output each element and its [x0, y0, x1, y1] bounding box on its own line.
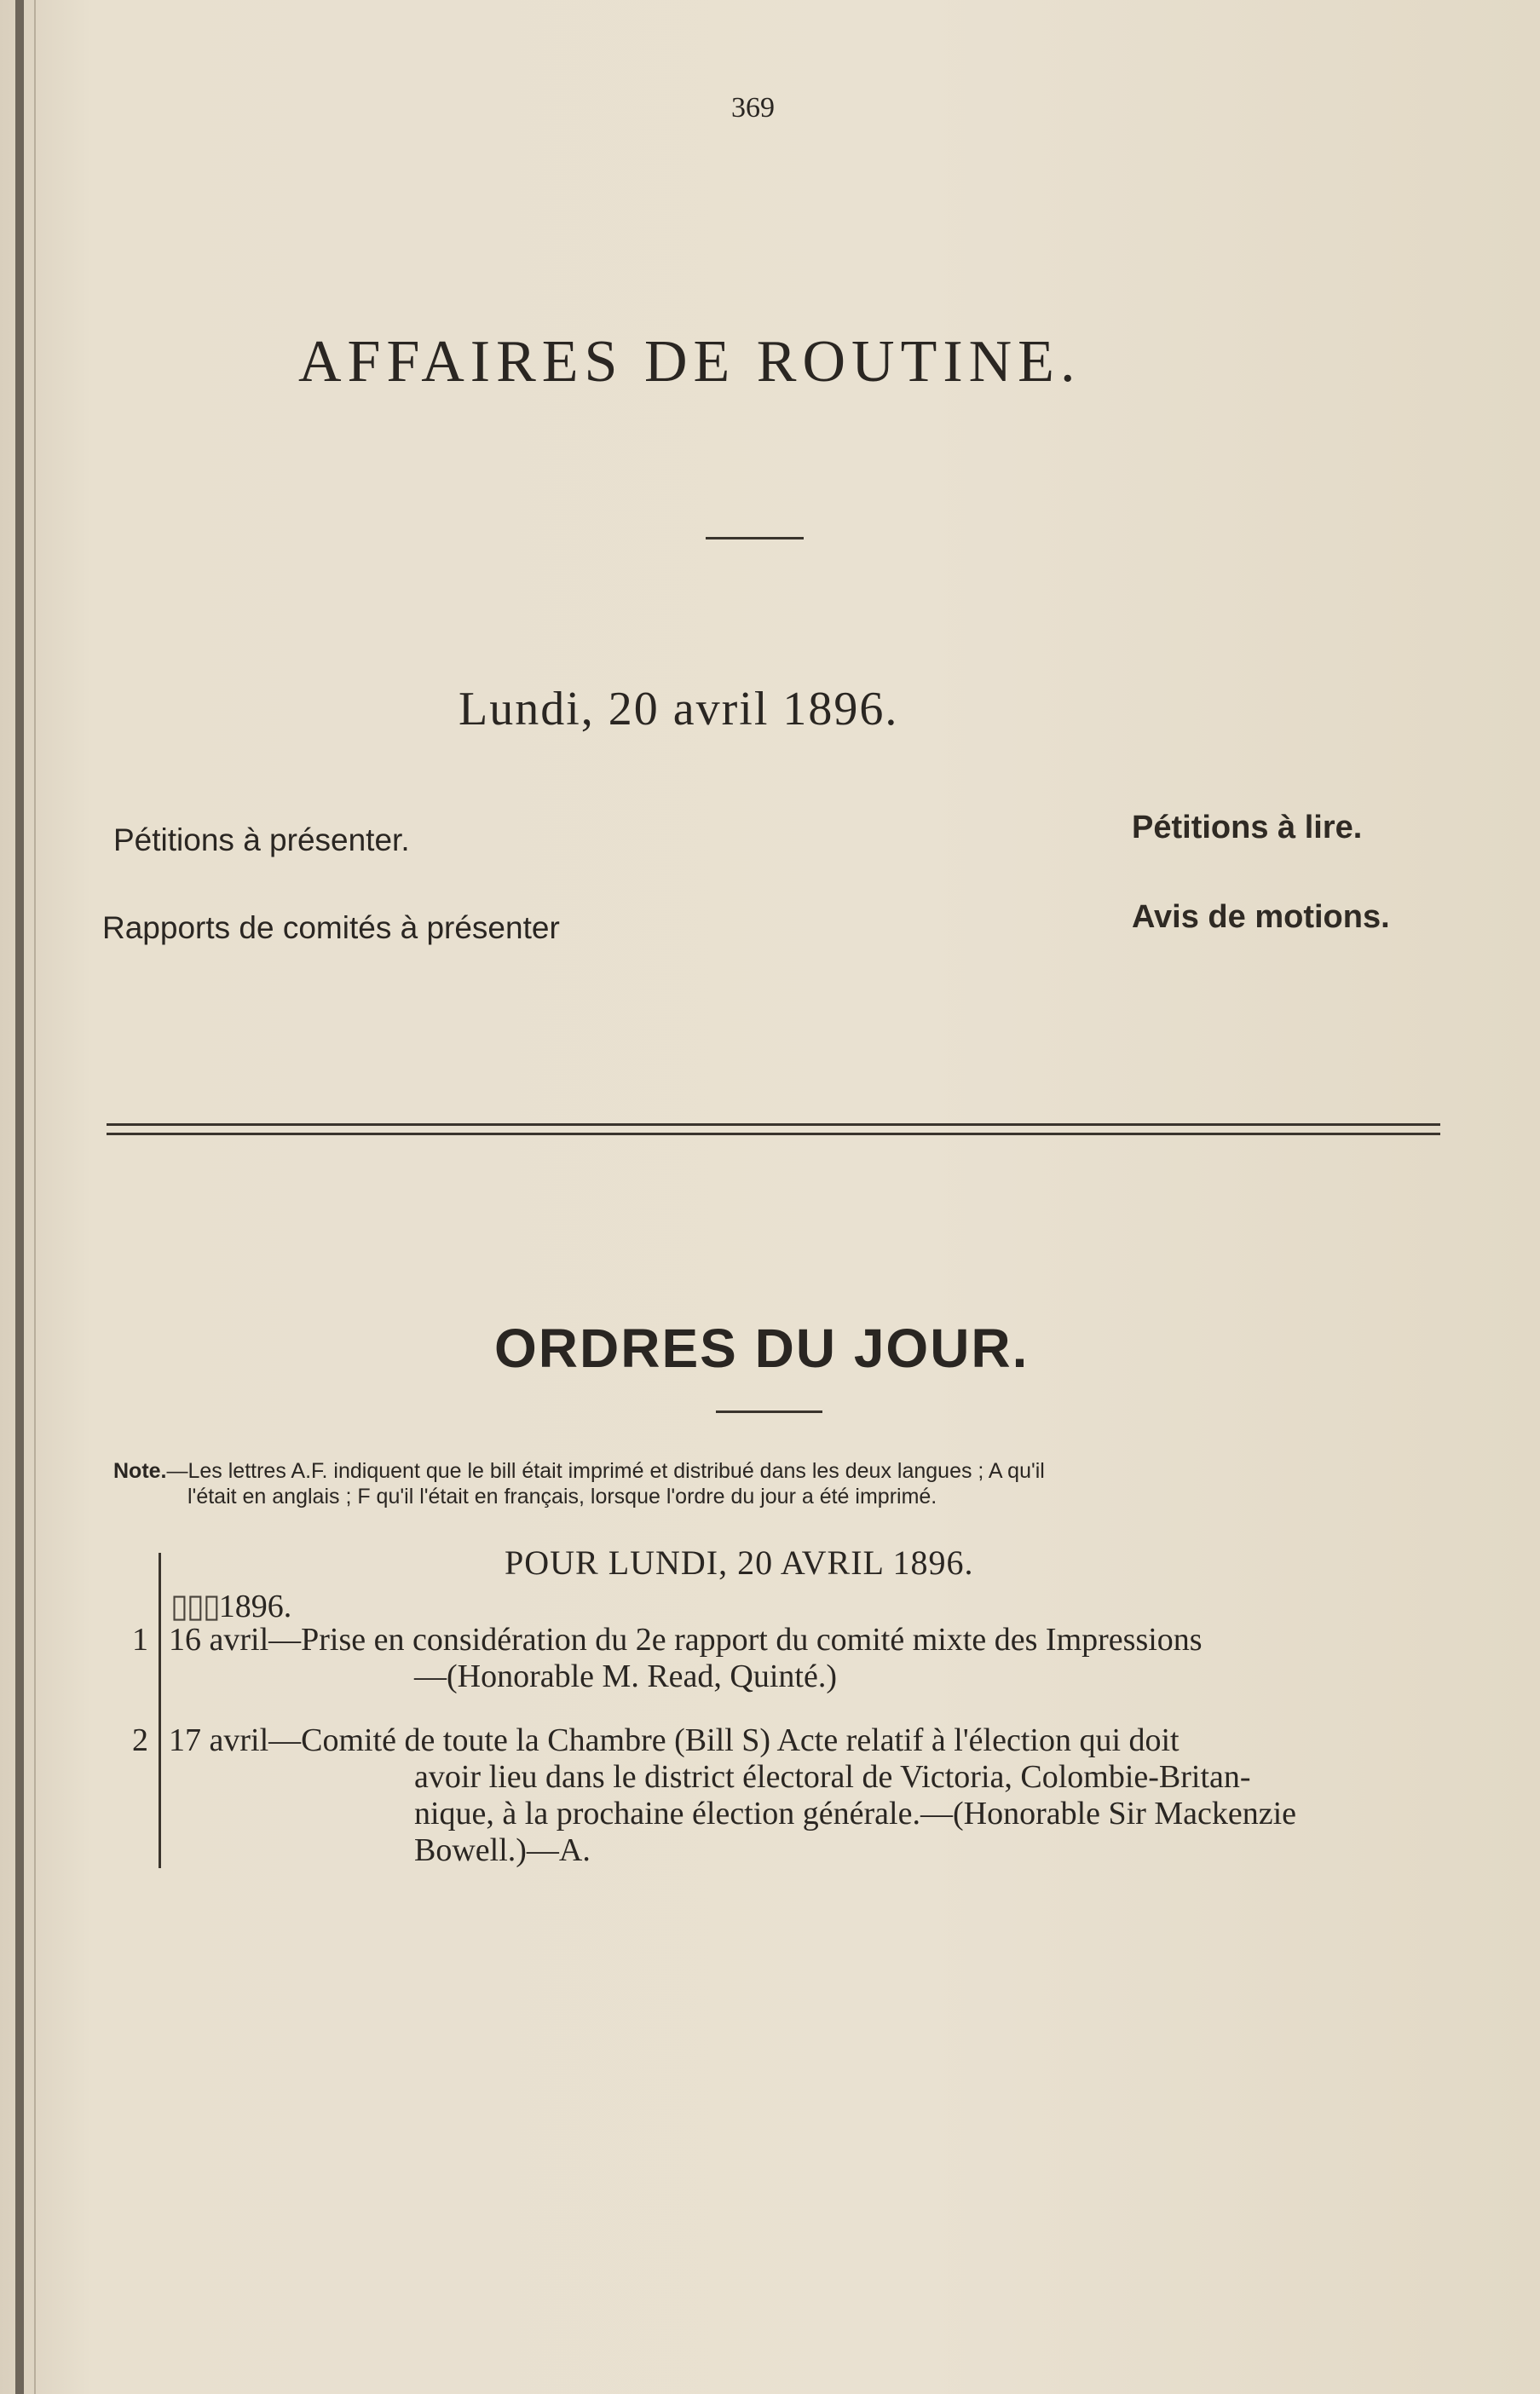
reports-present-item: Rapports de comités à présenter	[102, 910, 560, 945]
item-2-text-1: —Comité de toute la Chambre (Bill S) Acte relatif à l'élection qui doit	[268, 1722, 1180, 1758]
orders-title-rule	[716, 1410, 822, 1413]
orders-title: ORDRES DU JOUR.	[494, 1318, 1030, 1379]
note-label: Note.	[113, 1459, 167, 1483]
item-2-line-3: nique, à la prochaine élection générale.—(Honorable Sir Mackenzie	[414, 1796, 1297, 1832]
section-divider	[107, 1123, 1440, 1135]
page-gutter-line	[34, 0, 36, 2394]
item-2-line-4: Bowell.)—A.	[414, 1832, 591, 1868]
year-label: ▯▯▯1896.	[170, 1589, 292, 1624]
section-heading: POUR LUNDI, 20 AVRIL 1896.	[505, 1543, 974, 1582]
item-1-date: 16 avril	[169, 1622, 269, 1658]
item-1-number: 1	[132, 1622, 148, 1658]
page-number: 369	[731, 92, 775, 124]
item-1-line-2: —(Honorable M. Read, Quinté.)	[414, 1658, 837, 1694]
item-margin-rule	[159, 1553, 161, 1868]
routine-title: AFFAIRES DE ROUTINE.	[298, 329, 1081, 395]
item-2-line-1	[169, 1722, 1180, 1759]
notices-motion-item: Avis de motions.	[1132, 899, 1390, 935]
note-text-1: —Les lettres A.F. indiquent que le bill était imprimé et distribué dans les deux langues ; A qu'il	[166, 1459, 1045, 1483]
item-2-number: 2	[132, 1722, 148, 1758]
petitions-present-item: Pétitions à présenter.	[113, 822, 410, 857]
book-spine-edge	[15, 0, 24, 2394]
note-line-2: l'était en anglais ; F qu'il l'était en français, lorsque l'ordre du jour a été imprimé.	[187, 1485, 937, 1509]
note-line-1	[113, 1459, 1045, 1484]
item-1-line-1	[169, 1621, 1203, 1658]
title-rule	[706, 537, 804, 539]
routine-date: Lundi, 20 avril 1896.	[459, 683, 899, 736]
petitions-read-item: Pétitions à lire.	[1132, 810, 1363, 845]
item-1-text-1: —Prise en considération du 2e rapport du comité mixte des Impressions	[268, 1622, 1203, 1658]
item-2-date: 17 avril	[169, 1722, 269, 1758]
item-2-line-2: avoir lieu dans le district électoral de Victoria, Colombie-Britan-	[414, 1759, 1251, 1795]
